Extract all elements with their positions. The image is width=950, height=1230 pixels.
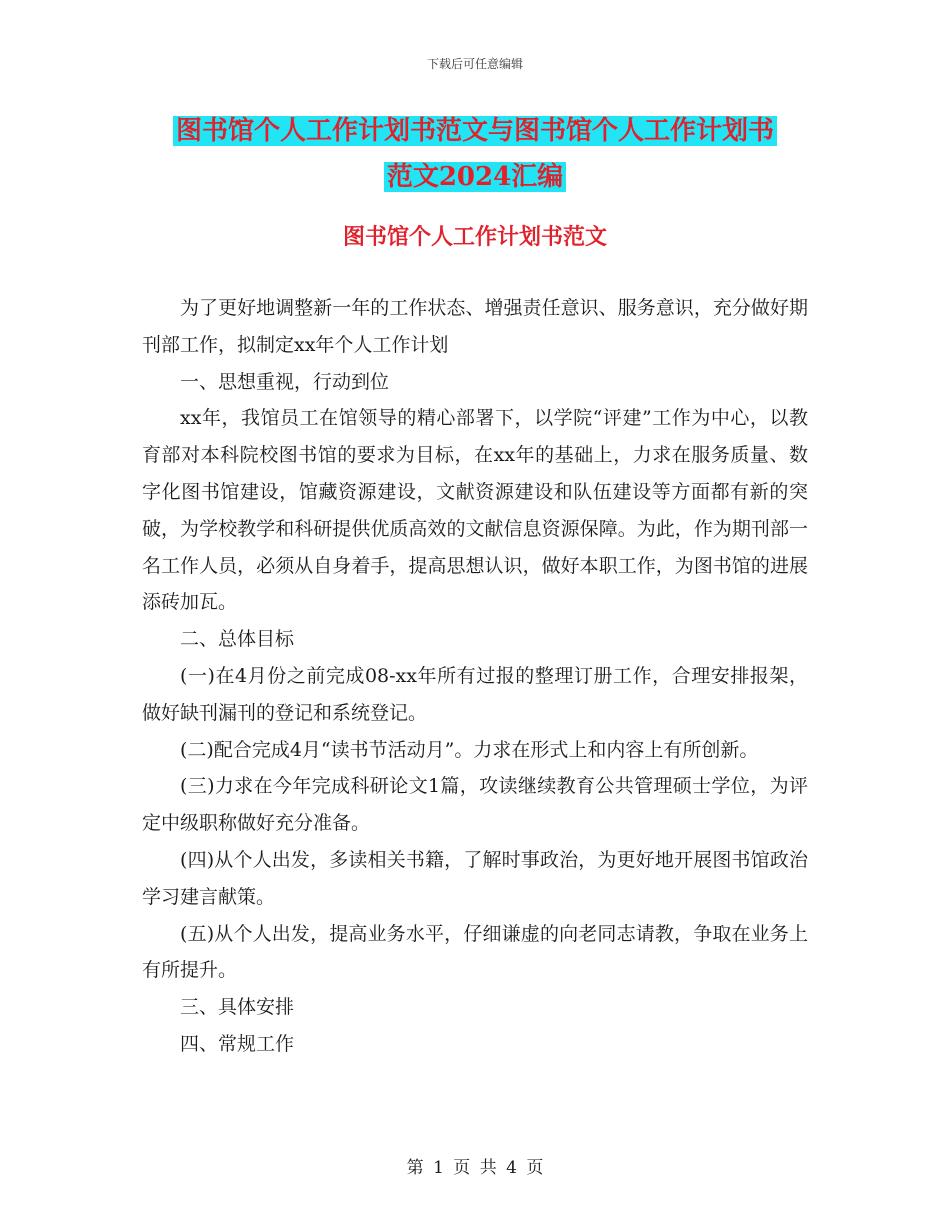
- goal-item: (二)配合完成4月“读书节活动月”。力求在形式上和内容上有所创新。: [180, 738, 759, 761]
- goal-item: (一)在4月份之前完成08-xx年所有过报的整理订册工作，合理安排报架，做好缺刊漏刊的登记和系统登记。: [142, 664, 808, 724]
- title-line-1: 图书馆个人工作计划书范文与图书馆个人工作计划书: [173, 116, 777, 146]
- document-title: [0, 108, 950, 200]
- paragraph: 为了更好地调整新一年的工作状态、增强责任意识、服务意识，充分做好期刊部工作，拟制定xx年个人工作计划: [142, 297, 808, 356]
- title-line-2: 范文2024汇编: [384, 162, 566, 192]
- heading-2: 二、总体目标: [180, 628, 295, 651]
- goal-item: (三)力求在今年完成科研论文1篇，攻读继续教育公共管理硕士学位，为评定中级职称做好充分准备。: [142, 775, 808, 835]
- section-title: 图书馆个人工作计划书范文: [342, 224, 607, 250]
- page-footer: 第 1 页 共 4 页: [406, 1158, 544, 1178]
- paragraph: xx年，我馆员工在馆领导的精心部署下，以学院“评建”工作为中心，以教育部对本科院校图书馆的要求为目标，在xx年的基础上，力求在服务质量、数字化图书馆建设，馆藏资源建设，文献资源建设和队伍建设等方面都有新的突破，为学校教学和科研提供优质高效的文献信息资源保障。为此，作为期刊部一名工作人员，必须从自身着手，提高思想认识，做好本职工作，为图书馆的进展添砖加瓦。: [142, 407, 808, 614]
- goal-item: (五)从个人出发，提高业务水平，仔细谦虚的向老同志请教，争取在业务上有所提升。: [142, 922, 808, 982]
- goal-item: (四)从个人出发，多读相关书籍，了解时事政治，为更好地开展图书馆政治学习建言献策。: [142, 848, 808, 908]
- header-note: 下载后可任意编辑: [426, 57, 523, 71]
- document-body: [142, 290, 808, 1063]
- heading-3: 三、具体安排: [180, 996, 295, 1019]
- heading-1: 一、思想重视，行动到位: [180, 370, 390, 393]
- heading-4: 四、常规工作: [180, 1032, 295, 1055]
